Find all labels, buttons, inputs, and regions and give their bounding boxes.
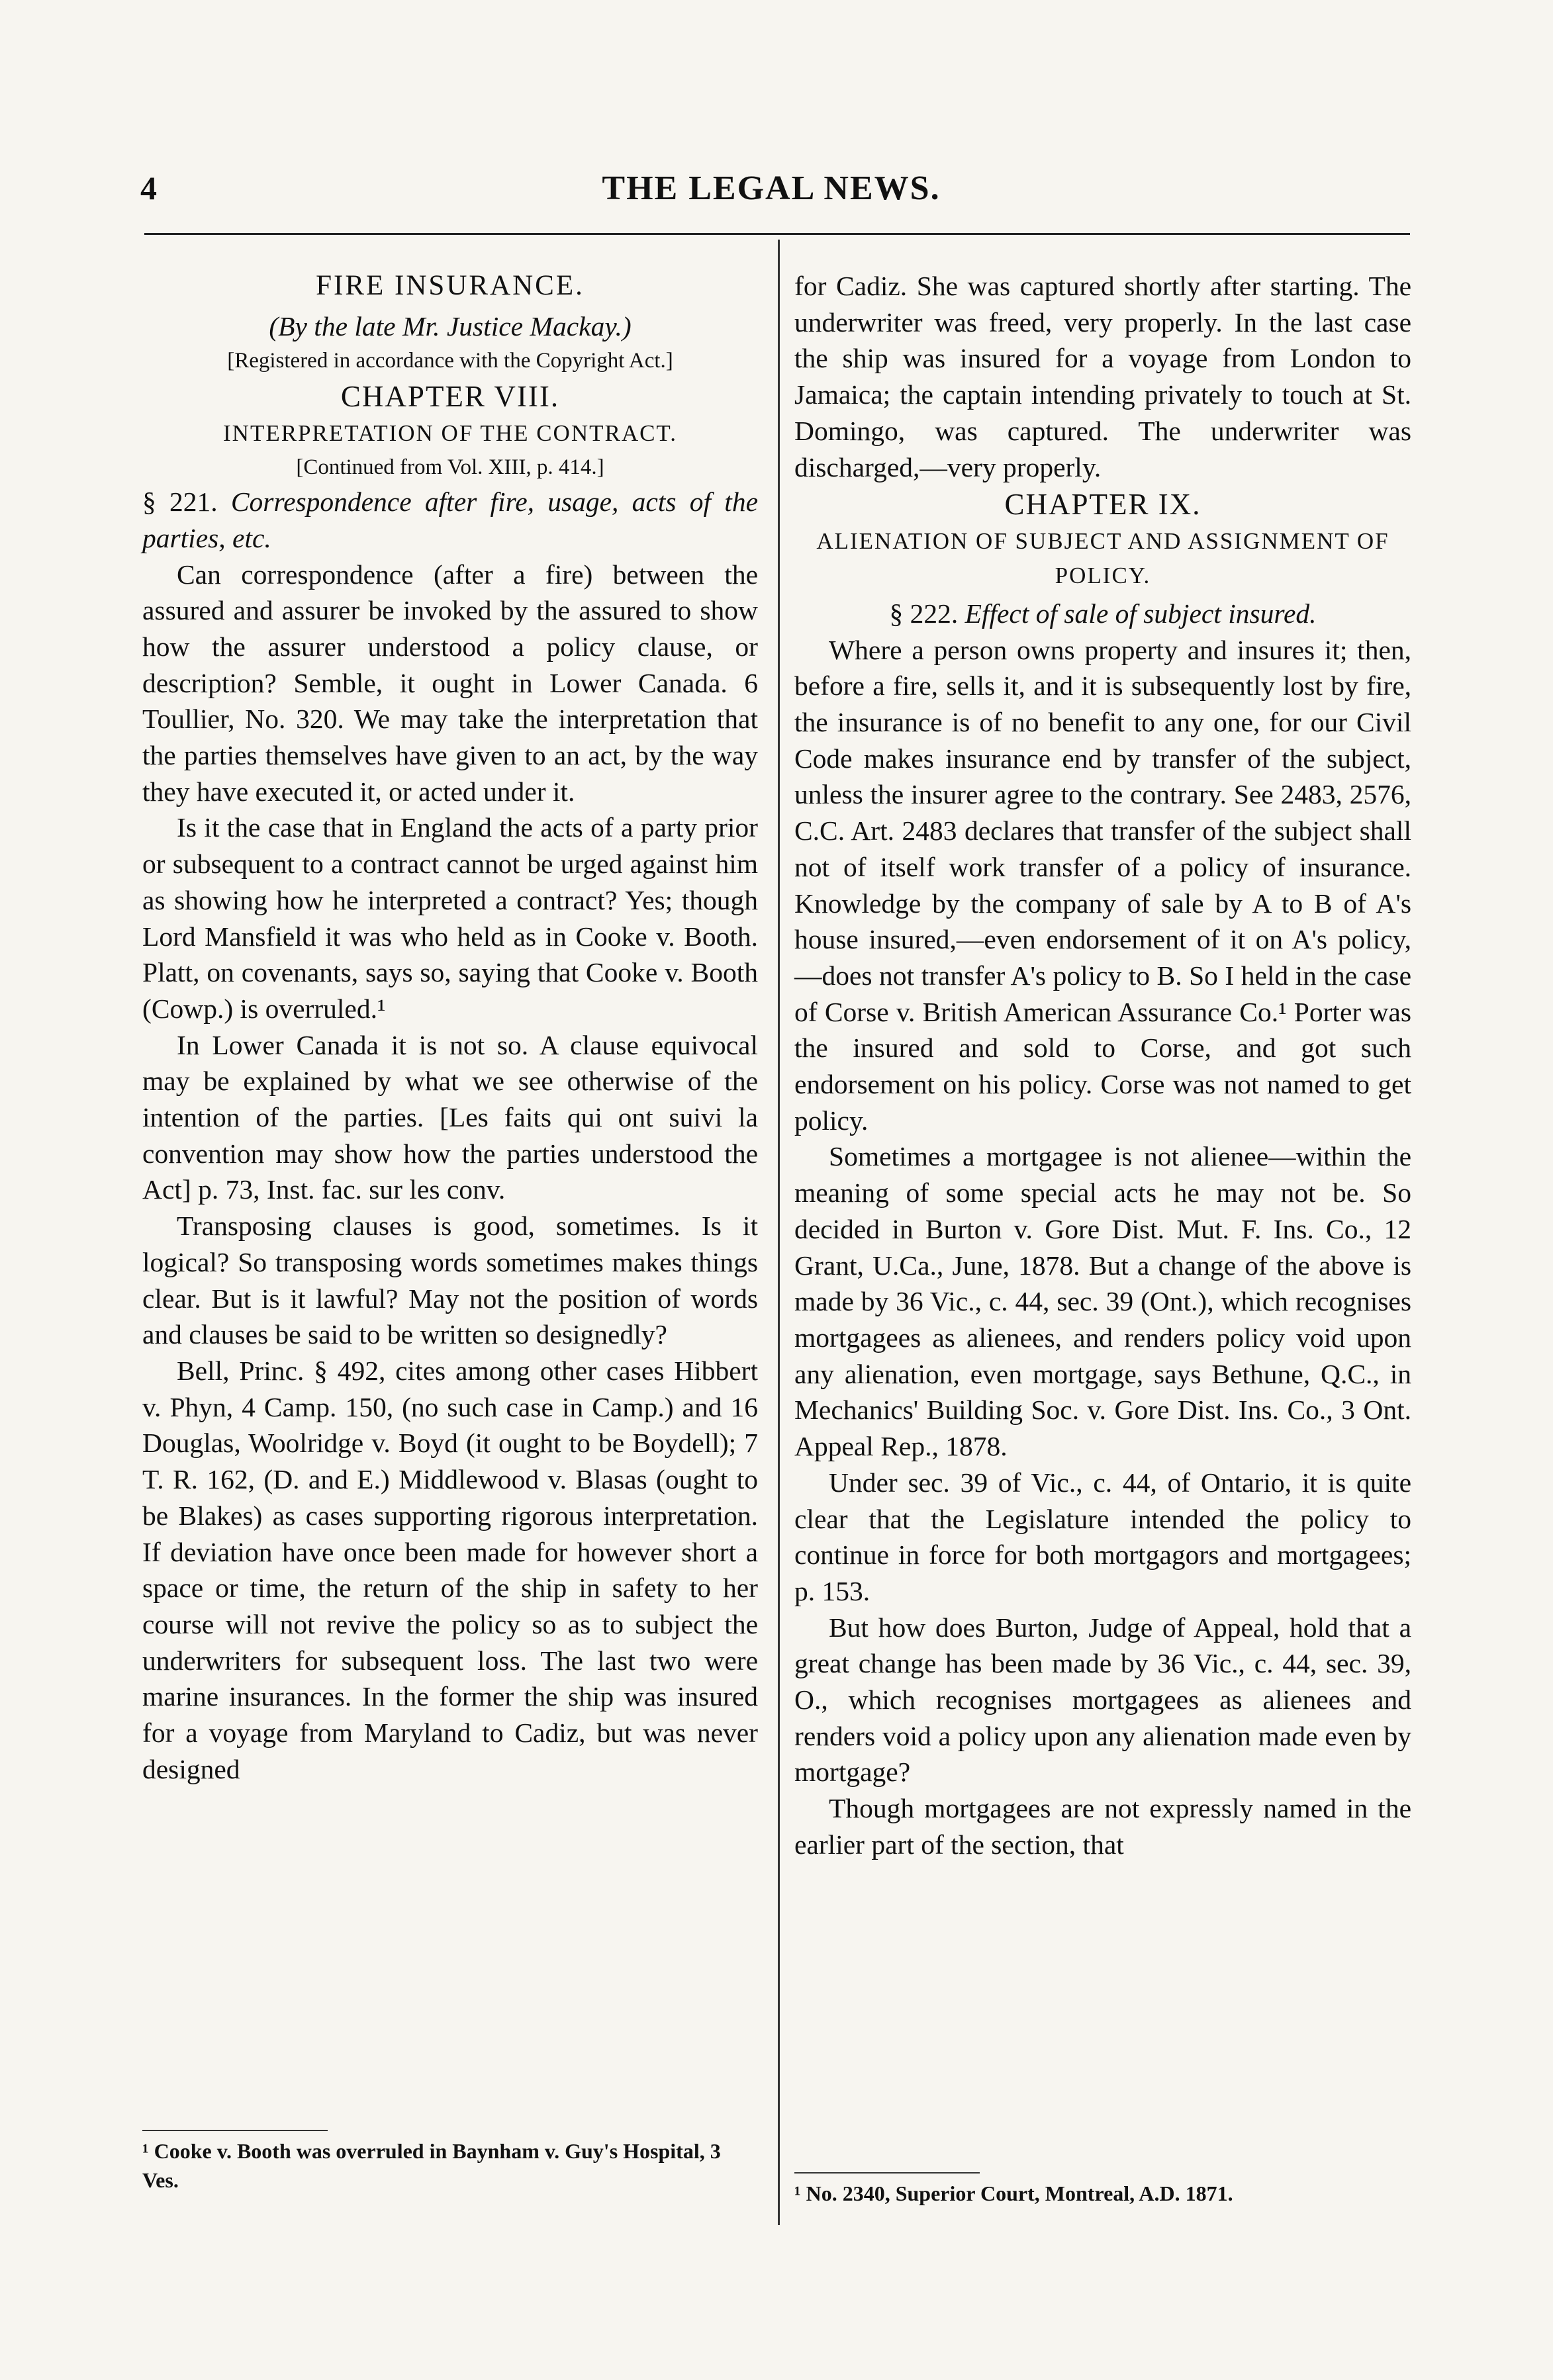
section-number: § 221.: [142, 486, 218, 518]
article-byline: (By the late Mr. Justice Mackay.): [269, 310, 632, 342]
paragraph: In Lower Canada it is not so. A clause equivocal may be explained by what we see otherwise of the intention of the parties. [Les faits qui ont suivi la convention may show how the parties understood the Act] p. 73, Inst. fac. sur les conv.: [142, 1029, 758, 1205]
left-column: [142, 268, 758, 1787]
chapter-subtitle: INTERPRETATION OF THE CONTRACT.: [223, 420, 677, 447]
footnote-rule-right: [794, 2172, 980, 2174]
section-title: Effect of sale of subject insured.: [965, 598, 1317, 629]
paragraph: Though mortgagees are not expressly named in the earlier part of the section, that: [794, 1793, 1411, 1860]
section-number: § 222.: [889, 598, 959, 629]
continued-note: [Continued from Vol. XIII, p. 414.]: [296, 455, 604, 480]
chapter-subtitle: ALIENATION OF SUBJECT AND ASSIGNMENT OF POLICY.: [816, 527, 1389, 588]
column-divider: [778, 240, 780, 2225]
footnote-left: ¹ Cooke v. Booth was overruled in Baynham v. Guy's Hospital, 3 Ves.: [142, 2139, 721, 2192]
paragraph: Where a person owns property and insures it; then, before a fire, sells it, and it is subsequently lost by fire, the insurance is of no benefit to any one, for our Civil Code makes insurance end by transfer of the subject, unless the insurer agree to the contrary. See 2483, 2576, C.C. Art. 2483 declares that transfer of the subject shall not of itself work transfer of a policy of insurance. Knowledge by the company of sale by A to B of A's house insured,—even endorsement of it on A's policy,—does not transfer A's policy to B. So I held in the case of Corse v. British American Assurance Co.¹ Porter was the insured and sold to Corse, and got such endorsement on his policy. Corse was not named to get policy.: [794, 634, 1411, 1136]
paragraph: for Cadiz. She was captured shortly after starting. The underwriter was freed, very properly. In the last case the ship was insured for a voyage from London to Jamaica; the captain intending privately to touch at St. Domingo, was captured. The underwriter was discharged,—very properly.: [794, 271, 1411, 482]
footnote-rule-left: [142, 2130, 328, 2131]
paragraph: Under sec. 39 of Vic., c. 44, of Ontario, it is quite clear that the Legislature intended the policy to continue in force for both mortgagors and mortgagees; p. 153.: [794, 1467, 1411, 1606]
paragraph: Is it the case that in England the acts of a party prior or subsequent to a contract cannot be urged against him as showing how he interpreted a contract? Yes; though Lord Mansfield it was who held as in Cooke v. Booth. Platt, on covenants, says so, saying that Cooke v. Booth (Cowp.) is overruled.¹: [142, 812, 758, 1024]
footnote-right: ¹ No. 2340, Superior Court, Montreal, A.D. 1871.: [794, 2181, 1233, 2205]
paragraph: But how does Burton, Judge of Appeal, hold that a great change has been made by 36 Vic., c. 44, sec. 39, O., which recognises mortgagees as alienees and renders void a policy upon any alienation made even by mortgage?: [794, 1612, 1411, 1788]
copyright-notice: [Registered in accordance with the Copyright Act.]: [227, 349, 673, 373]
header-rule: [144, 233, 1410, 235]
section-heading: [142, 484, 758, 556]
running-title: THE LEGAL NEWS.: [602, 169, 941, 207]
section-heading: [794, 596, 1411, 632]
paragraph: Transposing clauses is good, sometimes. Is it logical? So transposing words sometimes makes things clear. But is it lawful? May not the position of words and clauses be said to be written so designedly?: [142, 1211, 758, 1350]
paragraph: Can correspondence (after a fire) between the assured and assurer be invoked by the assured to show how the assurer understood a policy clause, or description? Semble, it ought in Lower Canada. 6 Toullier, No. 320. We may take the interpretation that the parties themselves have given to an act, by the way they have executed it, or acted under it.: [142, 559, 758, 807]
paragraph: Bell, Princ. § 492, cites among other cases Hibbert v. Phyn, 4 Camp. 150, (no such case in Camp.) and 16 Douglas, Woolridge v. Boyd (it ought to be Boydell); 7 T. R. 162, (D. and E.) Middlewood v. Blasas (ought to be Blakes) as cases supporting rigorous interpretation. If deviation have once been made for however short a space or time, the return of the ship in safety to her course will not revive the policy so as to subject the underwriters for subsequent loss. The last two were marine insurances. In the former the ship was insured for a voyage from Maryland to Cadiz, but was never designed: [142, 1355, 758, 1784]
paragraph: Sometimes a mortgagee is not alienee—within the meaning of some special acts he may not be. So decided in Burton v. Gore Dist. Mut. F. Ins. Co., 12 Grant, U.Ca., June, 1878. But a change of the above is made by 36 Vic., c. 44, sec. 39 (Ont.), which recognises mortgagees as alienees, and renders policy void upon any alienation, even mortgage, says Bethune, Q.C., in Mechanics' Building Soc. v. Gore Dist. Ins. Co., 3 Ont. Appeal Rep., 1878.: [794, 1141, 1411, 1462]
section-title: Correspondence after fire, usage, acts of the parties, etc.: [142, 486, 759, 553]
chapter-heading: CHAPTER IX.: [1004, 488, 1201, 522]
right-column: [794, 268, 1411, 1863]
page-number: 4: [140, 169, 157, 206]
chapter-heading: CHAPTER VIII.: [340, 380, 560, 414]
page-header: [132, 169, 1410, 222]
article-title: FIRE INSURANCE.: [316, 270, 585, 301]
